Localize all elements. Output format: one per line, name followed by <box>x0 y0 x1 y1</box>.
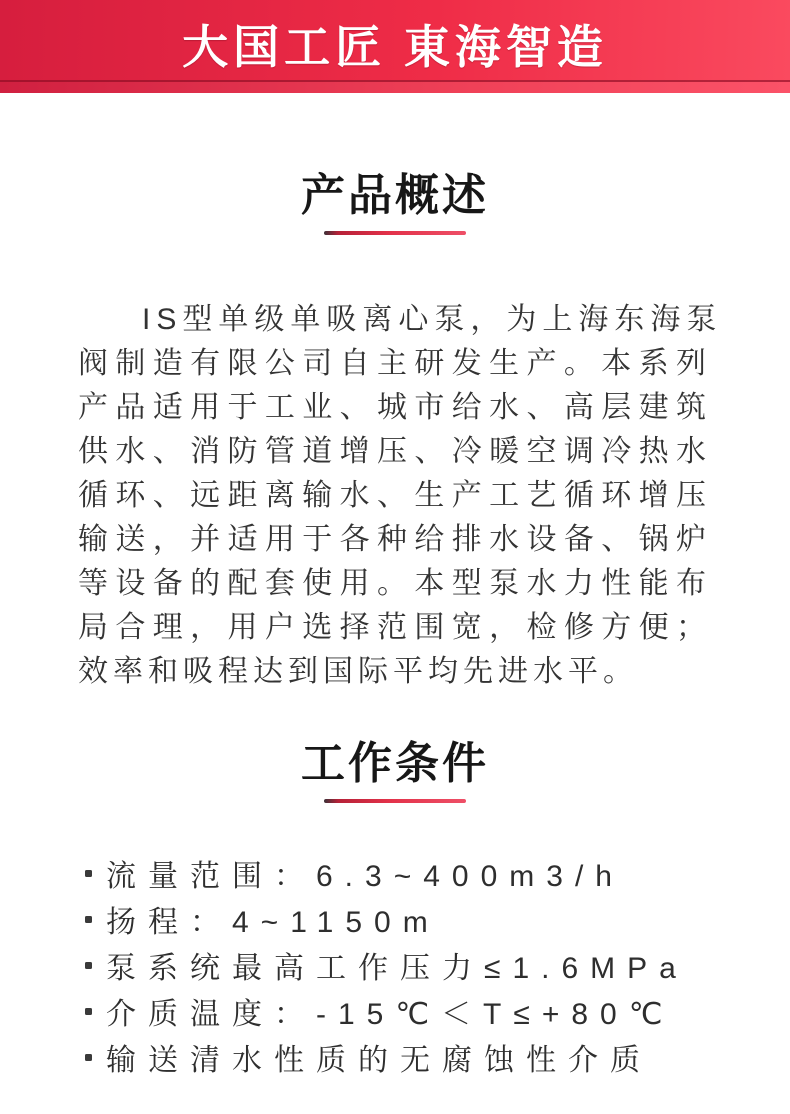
conditions-heading-underline <box>324 799 466 803</box>
bullet-dot-icon <box>85 1054 92 1061</box>
paragraph-line: IS型单级单吸离心泵，为上海东海泵 <box>142 303 723 336</box>
paragraph-line: 产品适用于工业、城市给水、高层建筑 <box>78 391 712 424</box>
condition-text: 输送清水性质的无腐蚀性介质 <box>106 1044 652 1077</box>
paragraph-line: 局合理，用户选择范围宽，检修方便； <box>78 611 712 644</box>
condition-item-flow-range <box>85 850 790 896</box>
conditions-list <box>0 850 790 1080</box>
overview-paragraph <box>78 298 723 694</box>
section-working-conditions <box>0 739 790 1080</box>
bullet-dot-icon <box>85 916 92 923</box>
paragraph-line: 循环、远距离输水、生产工艺循环增压 <box>78 479 712 512</box>
condition-item-medium-temperature <box>85 988 790 1034</box>
banner-bottom-edge <box>0 80 790 93</box>
bullet-dot-icon <box>85 962 92 969</box>
overview-heading-underline <box>324 231 466 235</box>
paragraph-line: 等设备的配套使用。本型泵水力性能布 <box>78 567 712 600</box>
paragraph-line: 供水、消防管道增压、冷暖空调冷热水 <box>78 435 712 468</box>
overview-heading: 产品概述 <box>301 171 489 220</box>
condition-item-max-pressure <box>85 942 790 988</box>
bullet-dot-icon <box>85 870 92 877</box>
condition-text: 扬程：4~1150m <box>106 906 440 939</box>
bullet-dot-icon <box>85 1008 92 1015</box>
banner-title: 大国工匠 東海智造 <box>182 20 608 73</box>
condition-item-head <box>85 896 790 942</box>
paragraph-line: 效率和吸程达到国际平均先进水平。 <box>78 655 638 688</box>
top-banner <box>0 0 790 93</box>
paragraph-line: 阀制造有限公司自主研发生产。本系列 <box>78 347 712 380</box>
conditions-heading: 工作条件 <box>301 739 489 788</box>
condition-item-medium-type <box>85 1034 790 1080</box>
condition-text: 流量范围：6.3~400m3/h <box>106 860 624 893</box>
section-product-overview <box>0 171 790 694</box>
condition-text: 泵系统最高工作压力≤1.6MPa <box>106 952 688 985</box>
condition-text: 介质温度：-15℃＜T≤+80℃ <box>106 998 675 1031</box>
paragraph-line: 输送，并适用于各种给排水设备、锅炉 <box>78 523 712 556</box>
